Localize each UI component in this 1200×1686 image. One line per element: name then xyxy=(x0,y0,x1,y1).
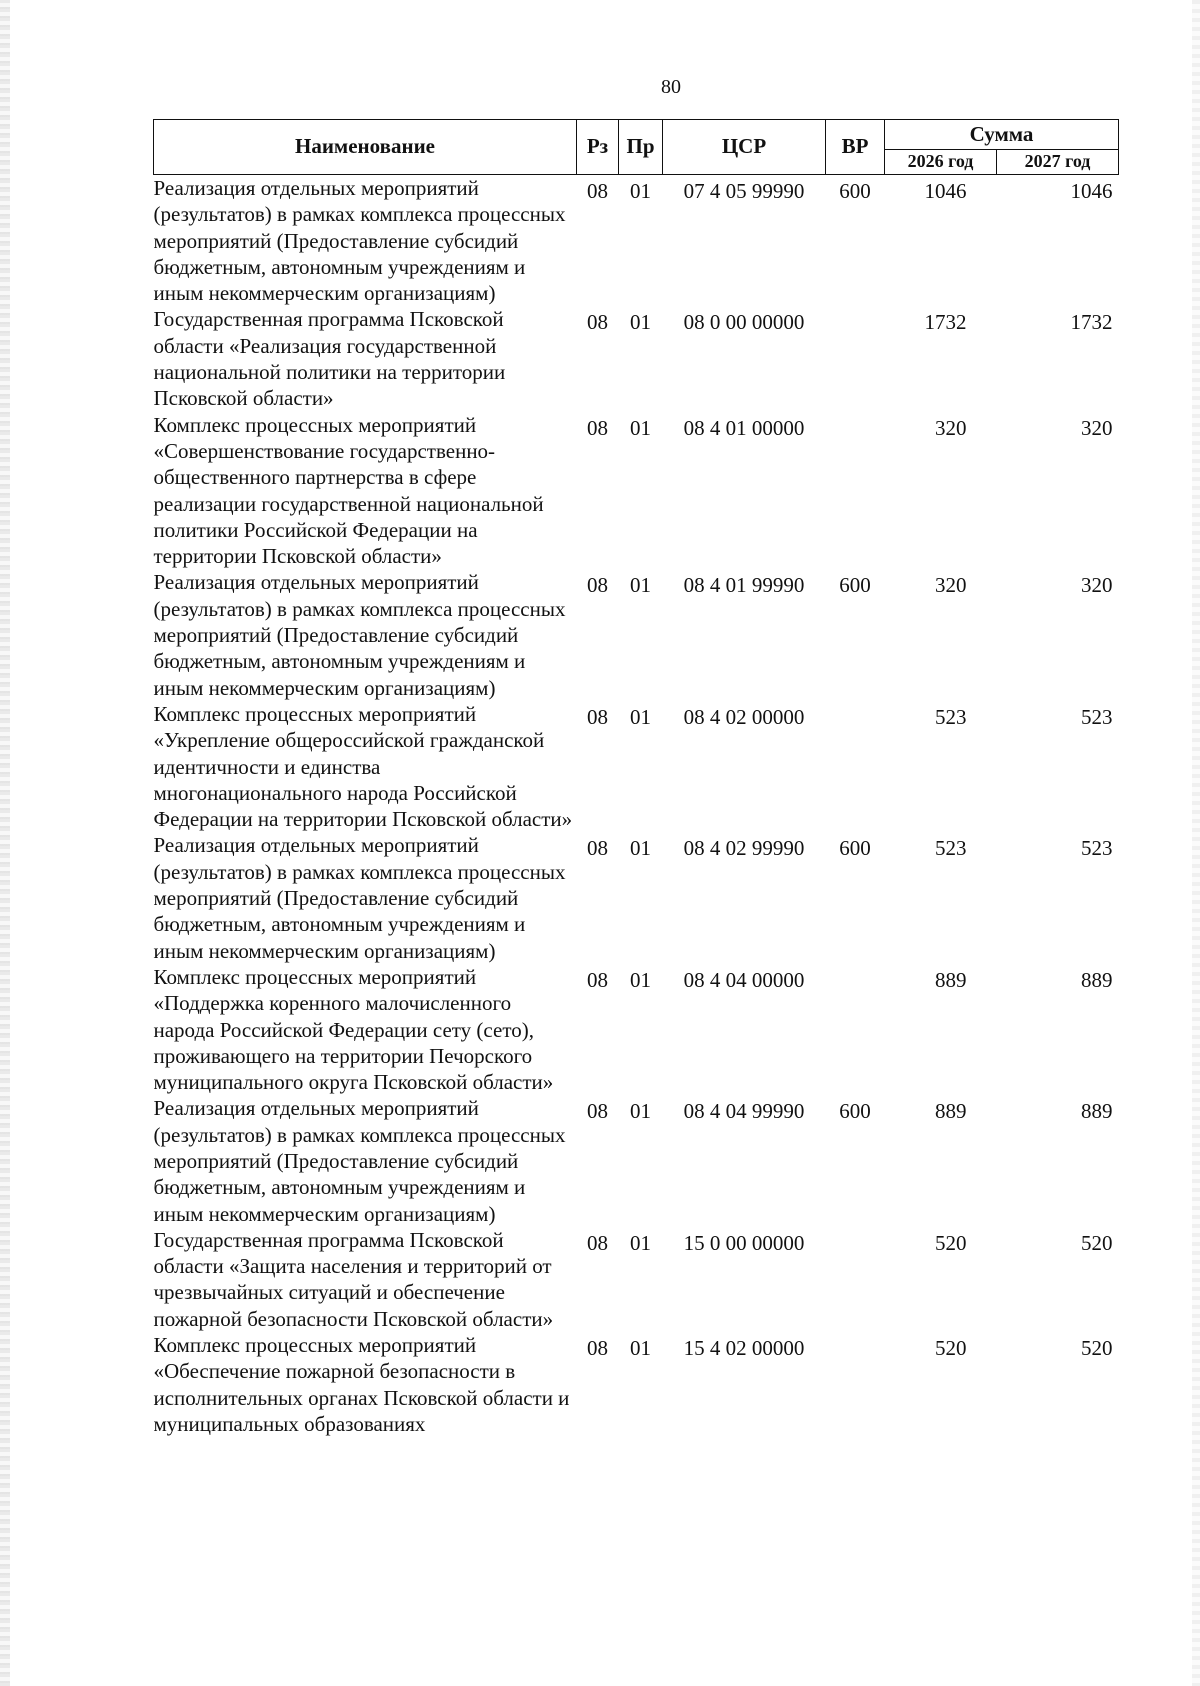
table-row xyxy=(154,832,1119,963)
cell-pr: 01 xyxy=(630,836,651,861)
cell-pr: 01 xyxy=(630,704,651,729)
cell-csr: 08 4 02 99990 xyxy=(683,836,805,861)
cell-name: Реализация отдельных мероприятий (результатов) в рамках комплекса процессных мероприятий (Предоставление субсидий бюджетным, автономным учреждениям и иным некоммерческим организациям) xyxy=(153,176,566,306)
cell-sum-2026: 520 xyxy=(935,1230,967,1255)
cell-sum-2027: 523 xyxy=(1081,704,1113,729)
cell-name: Государственная программа Псковской области «Защита населения и территорий от чрезвычайных ситуаций и обеспечение пожарной безопасности Псковской области» xyxy=(153,1227,554,1331)
header-year-2027: 2027 год xyxy=(997,149,1119,174)
cell-pr: 01 xyxy=(630,1336,651,1361)
cell-vr xyxy=(826,1227,885,1332)
table-row xyxy=(154,175,1119,307)
table-row xyxy=(154,1332,1119,1437)
cell-sum-2026: 1046 xyxy=(924,179,967,203)
budget-table xyxy=(153,119,1119,1437)
table-header xyxy=(154,120,1119,175)
cell-vr: 600 xyxy=(839,1099,871,1124)
cell-pr: 01 xyxy=(630,967,651,992)
cell-csr: 15 0 00 00000 xyxy=(683,1230,805,1255)
cell-pr: 01 xyxy=(630,1230,651,1255)
cell-vr: 600 xyxy=(839,573,871,598)
cell-vr xyxy=(826,306,885,411)
cell-csr: 08 4 04 00000 xyxy=(683,967,805,992)
header-year-2026: 2026 год xyxy=(885,149,997,174)
cell-csr: 07 4 05 99990 xyxy=(683,179,805,203)
cell-pr: 01 xyxy=(630,415,651,440)
cell-sum-2027: 520 xyxy=(1081,1230,1113,1255)
cell-sum-2027: 320 xyxy=(1081,573,1113,598)
cell-csr: 08 0 00 00000 xyxy=(683,310,805,335)
cell-pr: 01 xyxy=(630,310,651,335)
cell-rz: 08 xyxy=(587,1230,608,1255)
cell-name: Комплекс процессных мероприятий «Совершенствование государственно-общественного партнерства в сфере реализации государственной национальной политики Российской Федерации на территории Псковской области» xyxy=(153,412,544,569)
cell-csr: 15 4 02 00000 xyxy=(683,1336,805,1361)
cell-sum-2026: 889 xyxy=(935,1099,967,1124)
cell-rz: 08 xyxy=(587,573,608,598)
table-row xyxy=(154,1227,1119,1332)
cell-name: Реализация отдельных мероприятий (результатов) в рамках комплекса процессных мероприятий (Предоставление субсидий бюджетным, автономным учреждениям и иным некоммерческим организациям) xyxy=(153,570,566,700)
cell-sum-2027: 1046 xyxy=(1070,179,1113,203)
header-vr: ВР xyxy=(826,120,885,175)
cell-name: Комплекс процессных мероприятий «Обеспечение пожарной безопасности в исполнительных органах Псковской области и муниципальных образованиях xyxy=(153,1333,570,1436)
cell-pr: 01 xyxy=(630,1099,651,1124)
cell-pr: 01 xyxy=(630,573,651,598)
scan-edge-left xyxy=(0,0,10,1686)
cell-rz: 08 xyxy=(587,1099,608,1124)
cell-rz: 08 xyxy=(587,310,608,335)
cell-vr xyxy=(826,964,885,1095)
cell-rz: 08 xyxy=(587,1336,608,1361)
cell-rz: 08 xyxy=(587,836,608,861)
cell-sum-2026: 889 xyxy=(935,967,967,992)
cell-name: Комплекс процессных мероприятий «Укрепление общероссийской гражданской идентичности и единства многонационального народа Российской Федерации на территории Псковской области» xyxy=(153,701,573,832)
cell-csr: 08 4 01 99990 xyxy=(683,573,805,598)
table-row xyxy=(154,412,1119,570)
header-pr: Пр xyxy=(619,120,663,175)
cell-sum-2026: 523 xyxy=(935,836,967,861)
cell-sum-2026: 1732 xyxy=(924,310,967,335)
header-rz: Рз xyxy=(577,120,619,175)
cell-csr: 08 4 04 99990 xyxy=(683,1099,805,1124)
cell-rz: 08 xyxy=(587,415,608,440)
cell-vr xyxy=(826,1332,885,1437)
cell-name: Государственная программа Псковской области «Реализация государственной национальной политики на территории Псковской области» xyxy=(153,307,506,411)
cell-sum-2026: 320 xyxy=(935,415,967,440)
table-row xyxy=(154,569,1119,700)
header-csr: ЦСР xyxy=(663,120,826,175)
cell-rz: 08 xyxy=(587,179,608,203)
cell-sum-2027: 889 xyxy=(1081,1099,1113,1124)
cell-sum-2026: 320 xyxy=(935,573,967,598)
cell-vr: 600 xyxy=(839,836,871,861)
cell-vr xyxy=(826,701,885,832)
cell-sum-2026: 523 xyxy=(935,704,967,729)
cell-rz: 08 xyxy=(587,704,608,729)
cell-sum-2027: 320 xyxy=(1081,415,1113,440)
cell-sum-2027: 1732 xyxy=(1070,310,1113,335)
cell-csr: 08 4 01 00000 xyxy=(683,415,805,440)
table-body xyxy=(154,175,1119,1438)
cell-vr: 600 xyxy=(839,179,871,203)
cell-sum-2027: 889 xyxy=(1081,967,1113,992)
cell-rz: 08 xyxy=(587,967,608,992)
table-row xyxy=(154,964,1119,1095)
table-row xyxy=(154,306,1119,411)
header-name: Наименование xyxy=(154,120,577,175)
page-number: 80 xyxy=(661,76,681,98)
header-sum: Сумма xyxy=(885,120,1119,150)
table-row xyxy=(154,701,1119,832)
cell-sum-2026: 520 xyxy=(935,1336,967,1361)
cell-name: Реализация отдельных мероприятий (результатов) в рамках комплекса процессных мероприятий (Предоставление субсидий бюджетным, автономным учреждениям и иным некоммерческим организациям) xyxy=(153,1096,566,1226)
cell-pr: 01 xyxy=(630,179,651,203)
cell-vr xyxy=(826,412,885,570)
scan-edge-right xyxy=(1192,0,1200,1686)
table-row xyxy=(154,1095,1119,1226)
cell-sum-2027: 520 xyxy=(1081,1336,1113,1361)
cell-name: Реализация отдельных мероприятий (результатов) в рамках комплекса процессных мероприятий (Предоставление субсидий бюджетным, автономным учреждениям и иным некоммерческим организациям) xyxy=(153,833,566,963)
cell-sum-2027: 523 xyxy=(1081,836,1113,861)
cell-name: Комплекс процессных мероприятий «Поддержка коренного малочисленного народа Российской Федерации сету (сето), проживающего на территории Печорского муниципального округа Псковской области» xyxy=(153,964,554,1095)
cell-csr: 08 4 02 00000 xyxy=(683,704,805,729)
